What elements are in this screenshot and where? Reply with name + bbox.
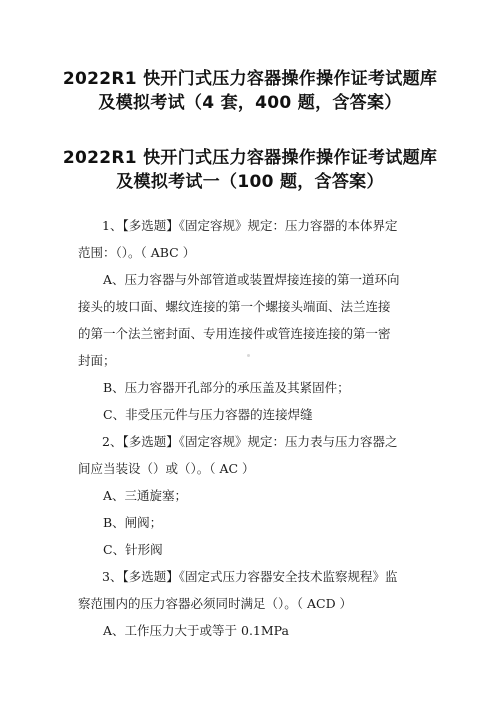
option-a: A、压力容器与外部管道或装置焊接连接的第一道环向 (103, 272, 400, 287)
option-c: C、针形阀 (103, 542, 163, 557)
title-line: 2022R1 快开门式压力容器操作操作证考试题库 (62, 148, 438, 168)
option-a: 的第一个法兰密封面、专用连接件或管连接连接的第一密 (78, 326, 391, 341)
question-stem: 范围：（）。（ ABC ） (78, 245, 196, 260)
option-b: B、压力容器开孔部分的承压盖及其紧固件； (103, 380, 350, 395)
document-title (40, 67, 460, 115)
question-3 (78, 563, 434, 644)
option-c: C、非受压元件与压力容器的连接焊缝 (103, 407, 313, 422)
option-a: A、工作压力大于或等于 0.1MPa (103, 623, 289, 638)
title-line: 及模拟考试一（100 题，含答案） (116, 172, 384, 192)
question-2 (78, 428, 434, 563)
title-line: 2022R1 快开门式压力容器操作操作证考试题库 (62, 69, 438, 89)
option-b: B、闸阀； (103, 515, 163, 530)
question-stem: 间应当装设（）或（）。（ AC ） (78, 461, 255, 476)
question-stem: 3、【多选题】《固定式压力容器安全技术监察规程》监 (102, 569, 398, 584)
question-stem: 2、【多选题】《固定容规》规定：压力表与压力容器之 (102, 434, 398, 449)
option-a: A、三通旋塞； (103, 488, 188, 503)
section-title (40, 146, 460, 194)
question-stem: 1、【多选题】《固定容规》规定：压力容器的本体界定 (102, 218, 398, 233)
option-a: 接头的坡口面、螺纹连接的第一个螺接头端面、法兰连接 (78, 299, 391, 314)
question-stem: 察范围内的压力容器必须同时满足（）。（ ACD ） (78, 596, 353, 611)
question-1 (78, 212, 434, 428)
option-a: 封面； (78, 353, 116, 368)
title-line: 及模拟考试（4 套，400 题，含答案） (98, 93, 402, 113)
question-list (78, 212, 434, 644)
